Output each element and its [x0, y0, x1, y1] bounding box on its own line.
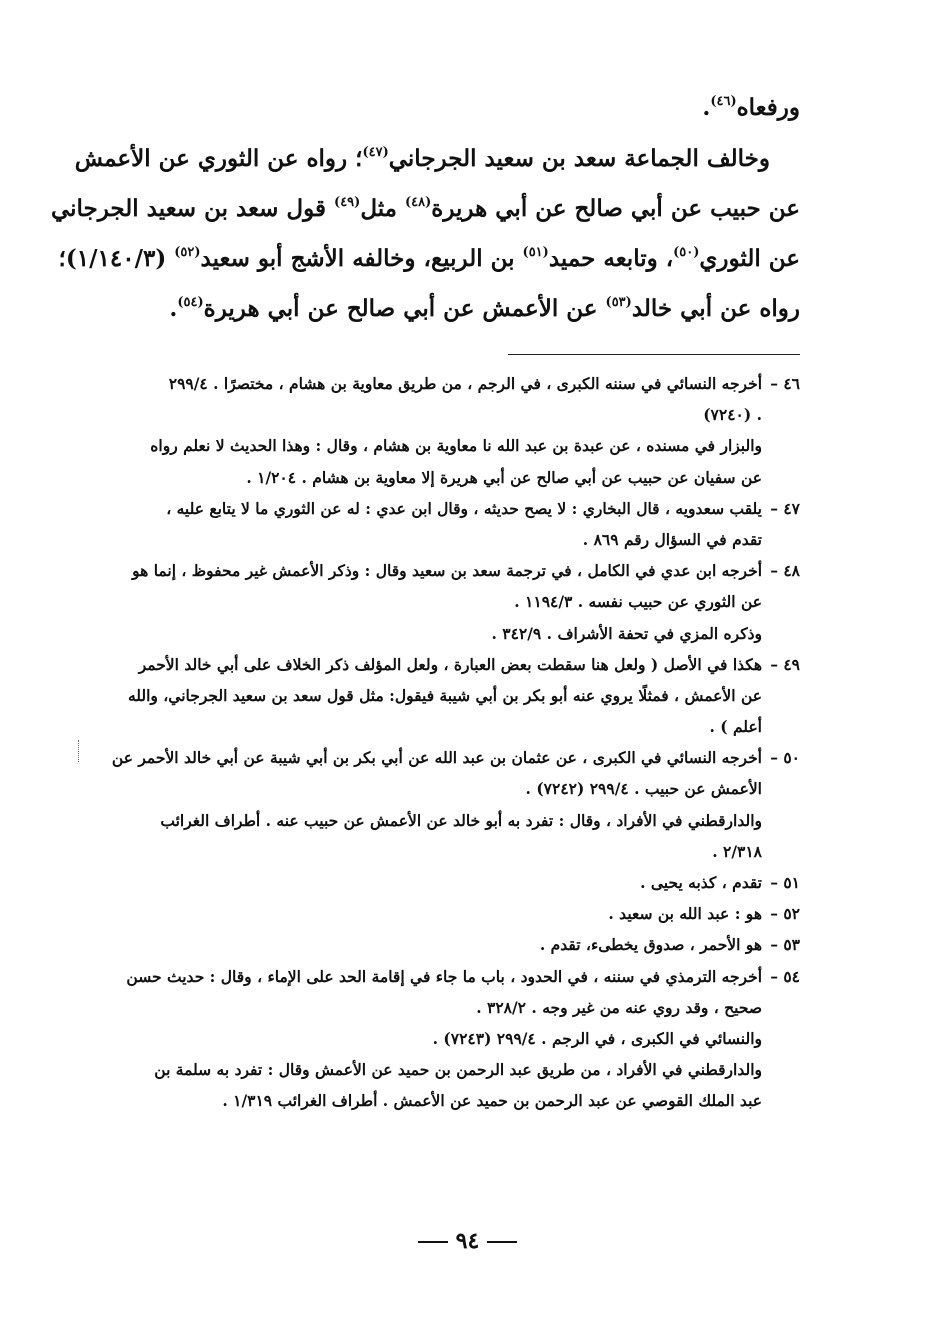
page-number-dash-left [418, 1241, 448, 1243]
footnote-line: عن الثوري عن حبيب نفسه . ١١٩٤/٣ . [514, 592, 762, 612]
page-number-text: ٩٤ [455, 1228, 480, 1254]
footnote-line: تقدم في السؤال رقم ٨٦٩ . [582, 529, 762, 549]
footnote-line: أخرجه الترمذي في سننه ، في الحدود ، باب ما جاء في إقامة الحد على الإماء ، وقال : حديث حسن [126, 966, 762, 986]
footnotes-section [90, 368, 800, 1117]
paragraph-text: رواه عن أبي خالد [631, 295, 800, 322]
paragraph-text: وخالف الجماعة سعد بن سعيد الجرجاني [388, 145, 770, 172]
footnote-line: أعلم ) . [709, 717, 762, 737]
footnote-ref-48: (٤٨) [405, 195, 432, 210]
paragraph-text: عن حبيب عن أبي صالح عن أبي هريرة [431, 195, 800, 222]
paragraph-text: عن الأعمش عن أبي صالح عن أبي هريرة [203, 295, 606, 322]
footnote-49 [90, 649, 800, 743]
footnote-line: والبزار في مسنده ، عن عبدة بن عبد الله نا معاوية بن هشام ، وقال : وهذا الحديث لا نعلم رواه [150, 436, 762, 456]
footnote-48 [90, 555, 800, 649]
footnote-line: هو : عبد الله بن سعيد . [608, 904, 762, 924]
paragraph-line-1 [74, 134, 800, 184]
footnote-line: أخرجه النسائي في الكبرى ، عن عثمان بن عبد الله عن أبي بكر بن أبي شيبة عن أبي خالد الأحمر عن [111, 748, 762, 768]
footnote-ref-54: (٥٤) [177, 295, 204, 310]
footnote-number: ٤٦ – [770, 374, 800, 393]
footnote-number: ٤٧ – [770, 498, 800, 518]
footnote-line: عن الأعمش ، فمثلًا يروي عنه أبو بكر بن أبي شيبة فيقول: مثل قول سعد بن سعيد الجرجاني، والله [127, 685, 762, 705]
footnote-50 [90, 742, 800, 867]
paragraph-text: مثل [360, 195, 405, 222]
footnote-line: والنسائي في الكبرى ، في الرجم . ٢٩٩/٤ (٧٢٤٣) . [432, 1028, 762, 1048]
footnote-number: ٥٠ – [770, 748, 800, 768]
footnote-line: صحيح ، وقد روي عنه من غير وجه . ٣٢٨/٢ . [476, 997, 762, 1017]
footnote-line: هكذا في الأصل ( ولعل هنا سقطت بعض العبارة ، ولعل المؤلف ذكر الخلاف على أبي خالد الأحمر [138, 654, 762, 674]
paragraph-text: (١/١٤٠/٣)؛ [58, 245, 175, 272]
paragraph-text: عن الثوري [699, 245, 800, 272]
paragraph-line-3 [58, 234, 800, 284]
footnote-number: ٥٢ – [770, 904, 800, 924]
main-text-opening [100, 84, 800, 132]
footnote-line: عبد الملك القوصي عن عبد الرحمن بن حميد عن الأعمش . أطراف الغرائب ١/٣١٩ . [222, 1091, 762, 1111]
footnote-line: والدارقطني في الأفراد ، من طريق عبد الرحمن بن حميد عن الأعمش وقال : تفرد به سلمة بن [154, 1060, 762, 1080]
paragraph-text: قول سعد بن سعيد الجرجاني [50, 195, 335, 222]
footnote-52 [90, 898, 800, 929]
footnote-ref-50: (٥٠) [673, 245, 700, 260]
footnote-line: عن سفيان عن حبيب عن أبي صالح عن أبي هريرة إلا معاوية بن هشام . ١/٢٠٤ . [246, 467, 762, 487]
footnote-54 [90, 961, 800, 1117]
paragraph-line-4 [90, 284, 800, 334]
footnote-line: وذكره المزي في تحفة الأشراف . ٣٤٢/٩ . [491, 623, 762, 643]
opening-line-tail: . [702, 94, 711, 121]
footnote-53 [90, 929, 800, 960]
footnote-line: هو الأحمر ، صدوق يخطىء، تقدم . [539, 935, 762, 955]
footnote-number: ٤٨ – [770, 561, 800, 581]
footnote-ref-47: (٤٧) [362, 145, 389, 160]
page-number-dash-right [487, 1241, 517, 1243]
footnote-47 [90, 493, 800, 555]
footnote-46 [90, 368, 800, 493]
footnote-line: الأعمش عن حبيب . ٢٩٩/٤ (٧٢٤٢) . [525, 779, 762, 799]
footnote-number: ٥١ – [770, 873, 800, 892]
footnote-line: ٢/٣١٨ . [712, 841, 762, 861]
footnote-line: أخرجه النسائي في سننه الكبرى ، في الرجم ، من طريق معاوية بن هشام ، مختصرًا . ٢٩٩/٤ [168, 374, 762, 393]
footnote-number: ٤٩ – [770, 654, 800, 674]
footnote-ref-51: (٥١) [522, 245, 549, 260]
paragraph-text: بن الربيع، وخالفه الأشج أبو سعيد [200, 245, 523, 272]
page-number [0, 1228, 935, 1254]
footnote-ref-49: (٤٩) [334, 195, 361, 210]
paragraph-text: ؛ رواه عن الثوري عن الأعمش [74, 145, 363, 172]
footnote-line: . (٧٢٤٠) [703, 405, 762, 425]
opening-line-text: ورفعاه [736, 94, 800, 121]
footnote-ref-53: (٥٣) [605, 295, 632, 310]
footnote-line: والدارقطني في الأفراد ، وقال : تفرد به أبو خالد عن الأعمش عن حبيب عنه . أطراف الغرائب [160, 810, 762, 830]
footnote-line: يلقب سعدويه ، قال البخاري : لا يصح حديثه ، وقال ابن عدي : له عن الثوري ما لا يتابع عليه ، [166, 498, 762, 518]
footnote-51 [90, 867, 800, 898]
footnote-line: أخرجه ابن عدي في الكامل ، في ترجمة سعد بن سعيد وقال : وذكر الأعمش غير محفوظ ، إنما هو [132, 561, 762, 581]
footnote-separator-rule [508, 354, 800, 355]
footnote-number: ٥٣ – [770, 935, 800, 955]
footnote-line: تقدم ، كذبه يحيى . [640, 873, 762, 892]
paragraph-text: . [169, 295, 178, 322]
main-paragraph [50, 134, 800, 334]
scan-speck [78, 740, 81, 762]
footnote-ref-46: (٤٦) [710, 94, 737, 109]
footnote-number: ٥٤ – [770, 966, 800, 986]
paragraph-text: ، وتابعه حميد [548, 245, 674, 272]
footnote-ref-52: (٥٢) [174, 245, 201, 260]
paragraph-line-2 [50, 184, 800, 234]
opening-line [100, 84, 800, 132]
